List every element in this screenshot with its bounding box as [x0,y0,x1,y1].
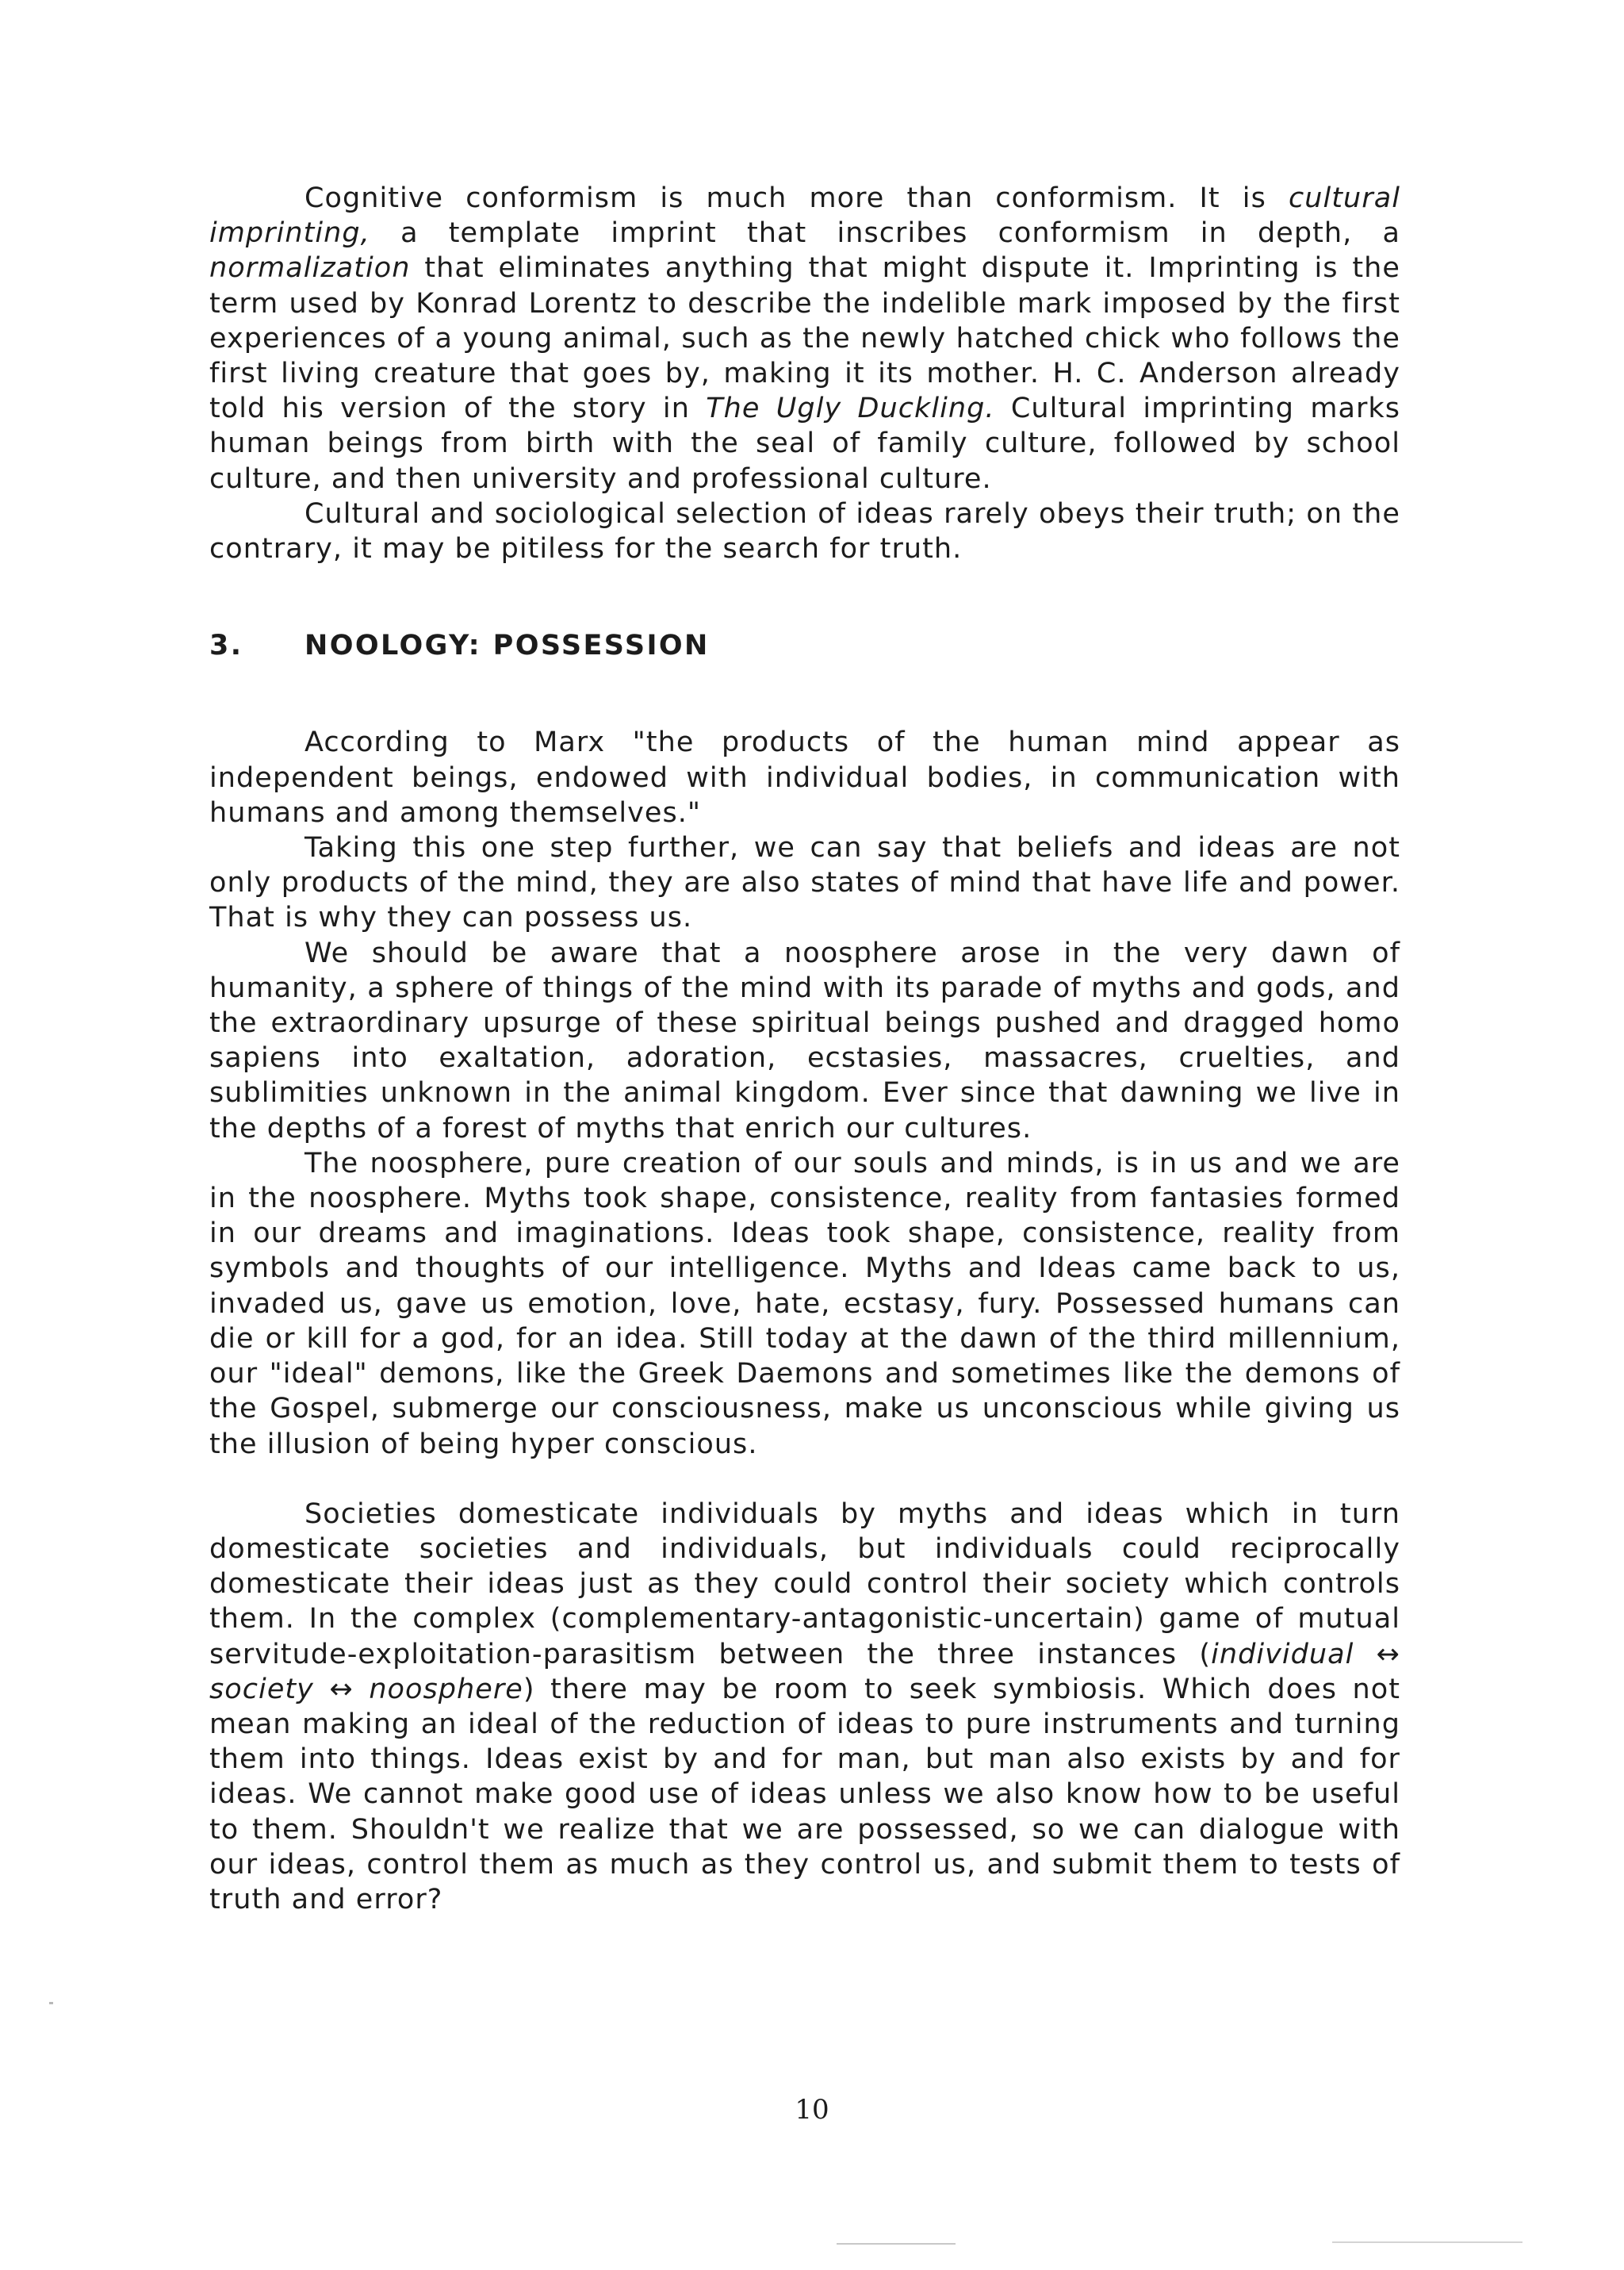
text-run: ) there may be room to seek symbiosis. Which does not mean making an ideal of the reduction of ideas to pure instruments and turning them into things. Ideas exist by and for man, but man also exists by and for ideas. We cannot make good use of ideas unless we also know how to be useful to them. Shouldn't we realize that we are possessed, so we can dialogue with our ideas, control them as much as they control us, and submit them to tests of truth and error? [209,1673,1401,1915]
page-number: 10 [795,2094,829,2126]
text-run: Cognitive conformism is much more than conformism. It is [304,182,1289,214]
italic-term-cultural-imprinting: cultural imprinting, [209,182,1400,250]
paragraph-domestication [209,1497,1400,1917]
paragraph-selection-of-ideas: Cultural and sociological selection of ideas rarely obeys their truth; on the contrary, it may be pitiless for the search for truth. [209,497,1400,566]
scan-mark [49,2002,53,2004]
italic-instances: individual ↔ society ↔ noosphere [209,1638,1400,1705]
paragraph-noosphere-creation: The noosphere, pure creation of our souls and minds, is in us and we are in the noosphere. Myths took shape, consistence, reality from fantasies formed in our dreams and imaginations. Ideas took shape, consistence, reality from symbols and thoughts of our intelligence. Myths and Ideas came back to us, invaded us, gave us emotion, love, hate, ecstasy, fury. Possessed humans can die or kill for a god, for an idea. Still today at the dawn of the third millennium, our "ideal" demons, like the Greek Daemons and sometimes like the demons of the Gospel, submerge our consciousness, make us unconscious while giving us the illusion of being hyper conscious. [209,1147,1400,1460]
text-run: Cultural imprinting marks human beings from birth with the seal of family culture, followed by school culture, and then university and professional culture. [209,393,1401,495]
section-title: NOOLOGY: POSSESSION [304,630,710,662]
paragraph-cognitive-conformism [209,181,1400,497]
paragraph-marx-quote: According to Marx "the products of the human mind appear as independent beings, endowed with individual bodies, in communication with humans and among themselves." [209,727,1400,829]
paragraph-states-of-mind: Taking this one step further, we can say that beliefs and ideas are not only products of the mind, they are also states of mind that have life and power. That is why they can possess us. [209,832,1400,934]
page-content [209,181,1400,1917]
paragraph-noosphere-dawn: We should be aware that a noosphere arose in the very dawn of humanity, a sphere of things of the mind with its parade of myths and gods, and the extraordinary upsurge of these spiritual beings pushed and dragged homo sapiens into exaltation, adoration, ecstasies, massacres, cruelties, and sublimities unknown in the animal kingdom. Ever since that dawning we live in the depths of a forest of myths that enrich our cultures. [209,937,1400,1145]
text-run: that eliminates anything that might dispute it. Imprinting is the term used by Konrad Lorentz to describe the indelible mark imposed by the first experiences of a young animal, such as the newly hatched chick who follows the first living creature that goes by, making it its mother. H. C. Anderson already told his version of the story in [209,252,1400,425]
section-heading [209,628,1400,663]
text-run: a template imprint that inscribes conformism in depth, a [370,217,1400,250]
scan-mark [837,2243,956,2245]
scan-mark [1332,2241,1522,2243]
italic-title-ugly-duckling: The Ugly Duckling. [706,393,995,425]
section-number: 3. [209,630,243,662]
italic-term-normalization: normalization [209,252,411,285]
text-run: Societies domesticate individuals by myths and ideas which in turn domesticate societies and individuals, but individuals could reciprocally domesticate their ideas just as they could control their society which controls them. In the complex (complementary-antagonistic-uncertain) game of mutual servitude-exploitation-parasitism between the three instances ( [209,1497,1400,1670]
